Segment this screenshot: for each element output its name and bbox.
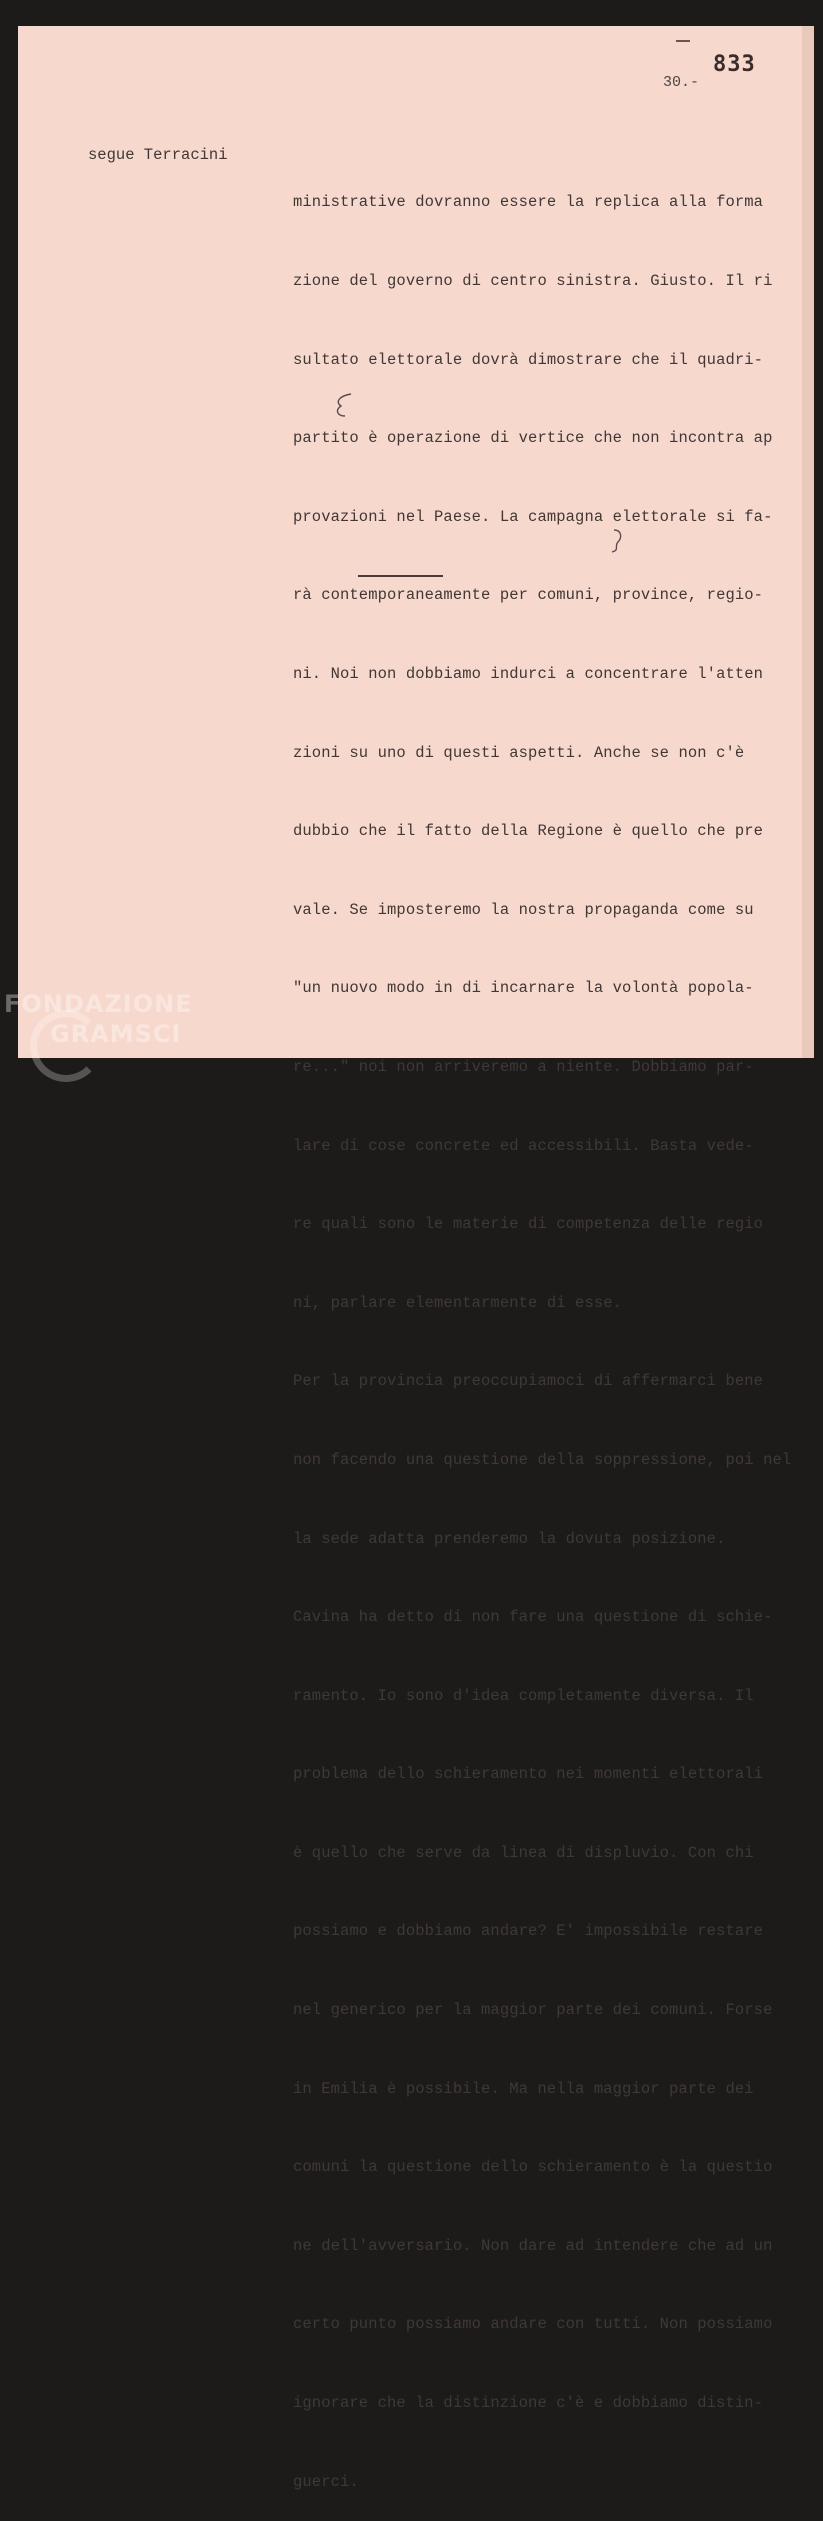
text-line: Cavina ha detto di non fare una questione di schie-	[293, 1608, 773, 1627]
archive-page-number: 833	[713, 52, 756, 77]
text-line: ni, parlare elementarmente di esse.	[293, 1293, 623, 1312]
text-line: ministrative dovranno essere la replica alla forma	[293, 193, 764, 212]
pen-bracket-mark	[608, 528, 628, 554]
text-line: ni. Noi non dobbiamo indurci a concentrare l'atten	[293, 664, 764, 683]
text-line: rà contemporaneamente per comuni, province, regio-	[293, 586, 764, 605]
text-line: ignorare che la distinzione c'è e dobbiamo distin-	[293, 2394, 764, 2413]
watermark	[4, 990, 193, 1048]
text-line: zione del governo di centro sinistra. Giusto. Il ri	[293, 272, 773, 290]
text-line: è quello che serve da linea di displuvio. Con chi	[293, 1843, 754, 1862]
folio-number: 30.-	[663, 74, 700, 91]
underline-mark	[358, 575, 443, 577]
text-line: partito è operazione di vertice che non incontra ap	[293, 429, 773, 448]
text-line: nel generico per la maggior parte dei comuni. Forse	[293, 2001, 773, 2020]
body-text	[293, 137, 792, 2521]
text-line: provazioni nel Paese. La campagna elettorale si fa-	[293, 507, 773, 526]
text-line: in Emilia è possibile. Ma nella maggior parte dei	[293, 2079, 754, 2098]
text-line: re..." noi non arriveremo a niente. Dobbiamo par-	[293, 1057, 754, 1076]
text-line: non facendo una questione della soppressione, poi nel	[293, 1450, 792, 1469]
text-line: zioni su uno di questi aspetti. Anche se non c'è	[293, 743, 745, 762]
text-line: comuni la questione dello schieramento è la questio	[293, 2158, 773, 2177]
text-line: guerci.	[293, 2472, 359, 2491]
page-edge	[802, 26, 814, 1058]
text-line: vale. Se imposteremo la nostra propaganda come su	[293, 900, 754, 919]
text-line: Per la provincia preoccupiamoci di affermarci bene	[293, 1372, 764, 1391]
text-line: dubbio che il fatto della Regione è quello che pre	[293, 822, 764, 841]
watermark-line1: FONDAZIONE	[4, 990, 193, 1018]
text-line: certo punto possiamo andare con tutti. Non possiamo	[293, 2315, 773, 2334]
text-line: la sede adatta prenderemo la dovuta posizione.	[293, 1529, 726, 1548]
speaker-label: segue Terracini	[88, 146, 228, 164]
pencil-mark	[676, 40, 690, 42]
text-line: lare di cose concrete ed accessibili. Basta vede-	[293, 1136, 754, 1155]
text-line: re quali sono le materie di competenza delle regio	[293, 1215, 764, 1234]
text-line: "un nuovo modo in di incarnare la volontà popola-	[293, 979, 754, 998]
watermark-line2: GRAMSCI	[50, 1020, 182, 1048]
text-line: ne dell'avversario. Non dare ad intendere che ad un	[293, 2236, 773, 2255]
text-line: ramento. Io sono d'idea completamente diversa. Il	[293, 1686, 754, 1705]
text-line: possiamo e dobbiamo andare? E' impossibile restare	[293, 1922, 764, 1941]
pen-correction-mark	[331, 390, 355, 420]
text-line: problema dello schieramento nei momenti elettorali	[293, 1765, 764, 1784]
text-line: sultato elettorale dovrà dimostrare che il quadri-	[293, 350, 764, 369]
